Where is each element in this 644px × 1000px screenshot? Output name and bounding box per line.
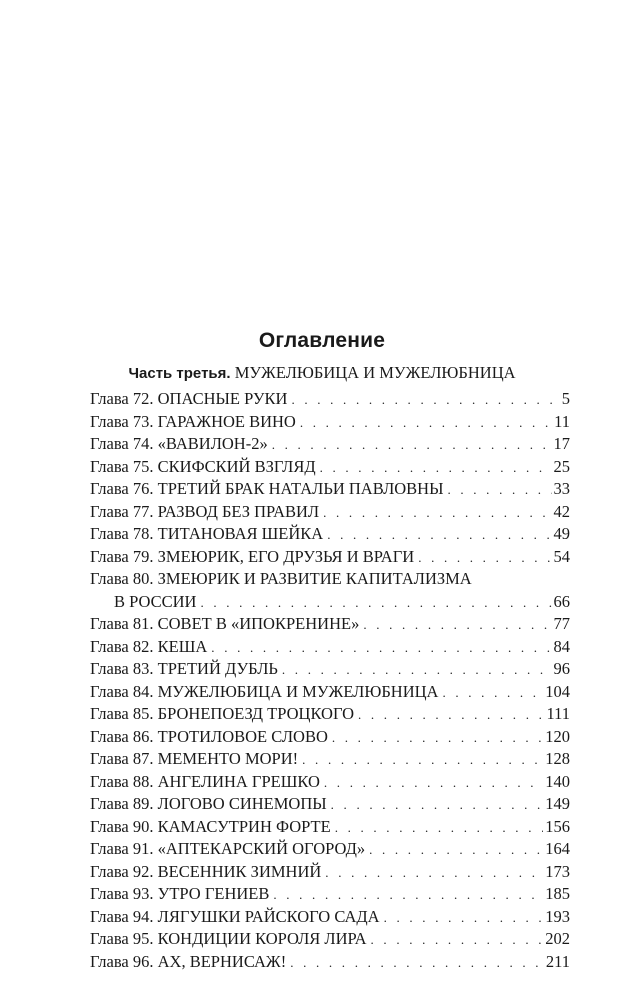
toc-entry-text	[90, 546, 414, 569]
toc-entry[interactable]	[90, 523, 570, 546]
toc-entry-text	[90, 906, 380, 929]
chapter-number: Глава 95.	[90, 929, 154, 948]
page-number: 25	[553, 456, 570, 476]
toc-entry[interactable]	[90, 411, 570, 434]
toc-entry-text	[90, 411, 296, 434]
chapter-title: ТРЕТИЙ ДУБЛЬ	[157, 659, 278, 678]
chapter-number: Глава 86.	[90, 726, 154, 746]
toc-entry[interactable]	[90, 748, 570, 771]
page-number: 5	[561, 389, 570, 408]
toc-entry-text	[90, 681, 438, 704]
chapter-number: Глава 77.	[90, 501, 154, 521]
chapter-number: Глава 93.	[90, 884, 154, 903]
chapter-title: СОВЕТ В «ИПОКРЕНИНЕ»	[157, 614, 360, 633]
page-number: 66	[553, 591, 570, 611]
page-number: 54	[553, 546, 570, 566]
toc-entry-text	[90, 748, 298, 771]
chapter-title: КАМАСУТРИН ФОРТЕ	[157, 816, 331, 836]
dot-leader	[442, 682, 543, 705]
chapter-title: ТРЕТИЙ БРАК НАТАЛЬИ ПАВЛОВНЫ	[157, 479, 444, 498]
chapter-title: ГАРАЖНОЕ ВИНО	[157, 411, 296, 431]
part-heading	[0, 363, 644, 383]
chapter-number: Глава 92.	[90, 861, 154, 881]
toc-entry-text	[90, 838, 365, 861]
toc-entry[interactable]	[90, 568, 570, 591]
page-number: 156	[545, 816, 570, 836]
chapter-number: Глава 90.	[90, 816, 154, 836]
page-number: 84	[553, 636, 570, 656]
toc-entry[interactable]	[90, 658, 570, 681]
chapter-number: Глава 84.	[90, 681, 154, 701]
dot-leader	[325, 862, 543, 885]
toc-list	[90, 388, 570, 973]
chapter-title: МУЖЕЛЮБИЦА И МУЖЕЛЮБНИЦА	[157, 681, 439, 701]
dot-leader	[384, 907, 544, 930]
dot-leader	[335, 817, 544, 840]
chapter-title: ВЕСЕННИК ЗИМНИЙ	[157, 861, 322, 881]
toc-entry[interactable]	[90, 726, 570, 749]
toc-entry[interactable]	[90, 388, 570, 411]
dot-leader	[371, 929, 544, 952]
page-number: 140	[545, 771, 570, 791]
dot-leader	[273, 884, 543, 907]
toc-entry[interactable]	[90, 703, 570, 726]
chapter-number: Глава 87.	[90, 749, 154, 768]
chapter-title: «АПТЕКАРСКИЙ ОГОРОД»	[157, 839, 366, 858]
chapter-number: Глава 74.	[90, 434, 154, 453]
chapter-number: Глава 94.	[90, 906, 154, 926]
page-title: Оглавление	[258, 329, 386, 353]
toc-entry-text	[90, 658, 278, 681]
chapter-title: ЗМЕЮРИК, ЕГО ДРУЗЬЯ И ВРАГИ	[157, 546, 415, 566]
toc-entry[interactable]	[90, 883, 570, 906]
chapter-number: Глава 89.	[90, 794, 154, 813]
toc-entry[interactable]	[90, 928, 570, 951]
dot-leader	[200, 592, 551, 615]
chapter-title-continuation: В РОССИИ	[114, 591, 197, 611]
toc-entry-text	[90, 433, 268, 456]
chapter-title: ТИТАНОВАЯ ШЕЙКА	[157, 524, 324, 543]
page-number: 33	[553, 479, 570, 498]
dot-leader	[327, 524, 551, 547]
toc-entry[interactable]	[90, 501, 570, 524]
page-number: 77	[553, 614, 570, 633]
page-number: 111	[546, 704, 570, 723]
page-number: 185	[545, 884, 570, 903]
dot-leader	[300, 412, 552, 435]
page-number: 202	[545, 929, 570, 948]
dot-leader	[332, 727, 543, 750]
toc-entry[interactable]	[90, 681, 570, 704]
dot-leader	[272, 434, 552, 457]
dot-leader	[331, 794, 544, 817]
toc-entry-text	[90, 861, 321, 884]
toc-entry[interactable]	[90, 636, 570, 659]
toc-entry-text	[90, 478, 443, 501]
chapter-title: ОПАСНЫЕ РУКИ	[157, 389, 288, 408]
dot-leader	[369, 839, 543, 862]
toc-entry[interactable]	[90, 771, 570, 794]
toc-entry-text	[90, 816, 331, 839]
page-number: 96	[553, 659, 570, 678]
part-separator: .	[226, 365, 231, 382]
page-number: 104	[545, 681, 570, 701]
toc-entry[interactable]	[90, 838, 570, 861]
toc-entry-text	[90, 928, 367, 951]
chapter-number: Глава 91.	[90, 839, 154, 858]
chapter-title: АХ, ВЕРНИСАЖ!	[157, 951, 287, 971]
page-number: 42	[553, 501, 570, 521]
chapter-title: ЗМЕЮРИК И РАЗВИТИЕ КАПИТАЛИЗМА	[157, 569, 472, 588]
chapter-number: Глава 96.	[90, 951, 154, 971]
chapter-number: Глава 81.	[90, 614, 154, 633]
chapter-title: ЛЯГУШКИ РАЙСКОГО САДА	[157, 906, 380, 926]
chapter-number: Глава 80.	[90, 569, 154, 588]
chapter-number: Глава 72.	[90, 389, 154, 408]
chapter-title: УТРО ГЕНИЕВ	[157, 884, 270, 903]
chapter-number: Глава 85.	[90, 704, 154, 723]
page-number: 211	[545, 951, 570, 971]
toc-entry[interactable]	[90, 546, 570, 569]
toc-entry-continuation[interactable]	[90, 591, 570, 614]
page-number: 17	[553, 434, 570, 453]
toc-entry-text	[90, 568, 472, 591]
chapter-number: Глава 82.	[90, 636, 154, 656]
toc-entry[interactable]	[90, 861, 570, 884]
chapter-title: КЕША	[157, 636, 208, 656]
chapter-title: СКИФСКИЙ ВЗГЛЯД	[157, 456, 316, 476]
toc-entry[interactable]	[90, 478, 570, 501]
chapter-number: Глава 73.	[90, 411, 154, 431]
page-number: 120	[545, 726, 570, 746]
chapter-title: АНГЕЛИНА ГРЕШКО	[157, 771, 320, 791]
chapter-number: Глава 79.	[90, 546, 154, 566]
toc-entry-text	[90, 636, 207, 659]
toc-entry-text	[90, 388, 287, 411]
toc-entry[interactable]	[90, 613, 570, 636]
toc-entry-text	[90, 793, 327, 816]
toc-entry[interactable]	[90, 951, 570, 974]
toc-entry-text	[90, 501, 319, 524]
chapter-title: КОНДИЦИИ КОРОЛЯ ЛИРА	[157, 929, 367, 948]
page-number: 128	[545, 749, 570, 768]
toc-entry[interactable]	[90, 793, 570, 816]
toc-entry-text	[90, 613, 359, 636]
part-label: Часть третья	[128, 365, 227, 382]
toc-entry[interactable]	[90, 456, 570, 479]
dot-leader	[363, 614, 551, 637]
chapter-number: Глава 75.	[90, 456, 154, 476]
page-number: 164	[545, 839, 570, 858]
dot-leader	[418, 547, 551, 570]
toc-entry-text	[90, 726, 328, 749]
dot-leader	[320, 457, 552, 480]
toc-entry-text	[90, 771, 320, 794]
toc-entry[interactable]	[90, 433, 570, 456]
page-number: 173	[545, 861, 570, 881]
dot-leader	[324, 772, 543, 795]
dot-leader	[447, 479, 551, 502]
dot-leader	[323, 502, 551, 525]
part-name: МУЖЕЛЮБИЦА И МУЖЕЛЮБНИЦА	[234, 363, 516, 382]
dot-leader	[290, 952, 544, 975]
chapter-title: БРОНЕПОЕЗД ТРОЦКОГО	[157, 704, 354, 723]
chapter-title: «ВАВИЛОН-2»	[157, 434, 268, 453]
dot-leader	[302, 749, 543, 772]
chapter-title: ТРОТИЛОВОЕ СЛОВО	[157, 726, 328, 746]
toc-entry-text	[90, 456, 316, 479]
chapter-title: МЕМЕНТО МОРИ!	[157, 749, 299, 768]
chapter-number: Глава 78.	[90, 524, 154, 543]
chapter-title: РАЗВОД БЕЗ ПРАВИЛ	[157, 501, 320, 521]
toc-entry[interactable]	[90, 816, 570, 839]
toc-entry-text	[90, 951, 286, 974]
dot-leader	[291, 389, 559, 412]
chapter-number: Глава 83.	[90, 659, 154, 678]
page-number: 149	[545, 794, 570, 813]
toc-entry[interactable]	[90, 906, 570, 929]
page-number: 193	[545, 906, 570, 926]
toc-entry-text	[90, 703, 354, 726]
chapter-number: Глава 88.	[90, 771, 154, 791]
toc-entry-text	[90, 883, 269, 906]
chapter-title: ЛОГОВО СИНЕМОПЫ	[157, 794, 327, 813]
page-number: 49	[553, 524, 570, 543]
dot-leader	[282, 659, 552, 682]
toc-entry-text	[90, 523, 323, 546]
page-number: 11	[554, 411, 570, 431]
chapter-number: Глава 76.	[90, 479, 154, 498]
dot-leader	[211, 637, 551, 660]
dot-leader	[358, 704, 544, 727]
